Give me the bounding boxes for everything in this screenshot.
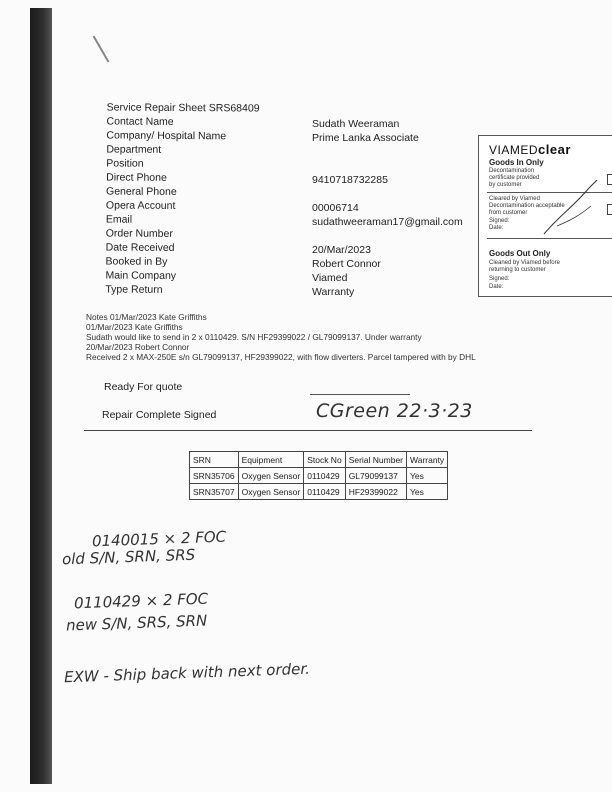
value-type-return: Warranty <box>312 286 355 298</box>
handwritten-line-3: 0110429 × 2 FOC <box>73 589 209 613</box>
label-contact-name: Contact Name <box>106 115 174 128</box>
value-direct-phone: 9410718732285 <box>312 174 388 186</box>
repair-signature: CGreen 22·3·23 <box>316 400 473 422</box>
handwritten-line-5: EXW - Ship back with next order. <box>63 659 311 687</box>
label-position: Position <box>106 157 144 170</box>
value-contact-name: Sudath Weeraman <box>312 118 400 130</box>
handwritten-line-1: 0140015 × 2 FOC <box>91 527 227 551</box>
ready-for-quote-label: Ready For quote <box>104 381 183 393</box>
handwritten-line-2: old S/N, SRN, SRS <box>61 545 196 569</box>
label-general-phone: General Phone <box>106 185 177 198</box>
label-company: Company/ Hospital Name <box>106 129 227 143</box>
value-email: sudathweeraman17@gmail.com <box>312 216 463 228</box>
viamed-clear-stamp: VIAMEDclear Goods In Only Decontamination certificate provided by customer Cleared by Viamed Decontamination acceptable from customer Signed: Date: Goods Out Only Cleaned by Viamed before returning to customer Signed: Date: <box>478 135 612 297</box>
label-booked-in-by: Booked in By <box>105 255 168 268</box>
field-labels <box>105 100 259 297</box>
handwritten-line-4: new S/N, SRS, SRN <box>65 611 208 635</box>
label-type-return: Type Return <box>105 283 163 296</box>
sheet-title: Service Repair Sheet SRS68409 <box>106 101 260 115</box>
value-booked-in-by: Robert Connor <box>312 258 381 270</box>
label-direct-phone: Direct Phone <box>106 171 167 184</box>
label-email: Email <box>105 213 133 226</box>
label-main-company: Main Company <box>105 269 177 282</box>
field-values <box>312 117 463 299</box>
scan-edge-shadow <box>30 8 52 784</box>
goods-out-title: Goods Out Only <box>489 249 551 258</box>
repair-rule <box>84 430 532 431</box>
label-opera-account: Opera Account <box>105 199 176 212</box>
goods-in-title: Goods In Only <box>489 158 544 167</box>
table-row: SRN35706 Oxygen Sensor 0110429 GL79099137 Yes <box>190 468 448 484</box>
value-main-company: Viamed <box>312 272 348 284</box>
value-date-received: 20/Mar/2023 <box>312 244 371 256</box>
value-opera-account: 00006714 <box>312 202 359 214</box>
parts-table <box>189 451 448 500</box>
label-order-number: Order Number <box>105 227 173 240</box>
table-header-row: SRN Equipment Stock No Serial Number Warranty <box>190 452 448 468</box>
stamp-signature-scribble <box>539 176 609 236</box>
value-company: Prime Lanka Associate <box>312 132 419 144</box>
repair-complete-label: Repair Complete Signed <box>102 409 217 421</box>
label-date-received: Date Received <box>105 241 175 254</box>
pen-mark <box>93 36 110 63</box>
notes-section: Notes 01/Mar/2023 Kate Griffiths 01/Mar/2023 Kate Griffiths Sudath would like to send in 2 x 0110429. S/N HF29399022 / GL79099137. Under warranty 20/Mar/2023 Robert Connor Received 2 x MAX-250E s/n GL79099137, HF29399022, with flow diverters. Parcel tampered with by DHL <box>86 312 476 362</box>
ready-signature-line <box>310 394 410 395</box>
stamp-brand: VIAMEDclear <box>489 142 571 157</box>
label-department: Department <box>106 143 162 156</box>
table-row: SRN35707 Oxygen Sensor 0110429 HF29399022 Yes <box>190 484 448 500</box>
